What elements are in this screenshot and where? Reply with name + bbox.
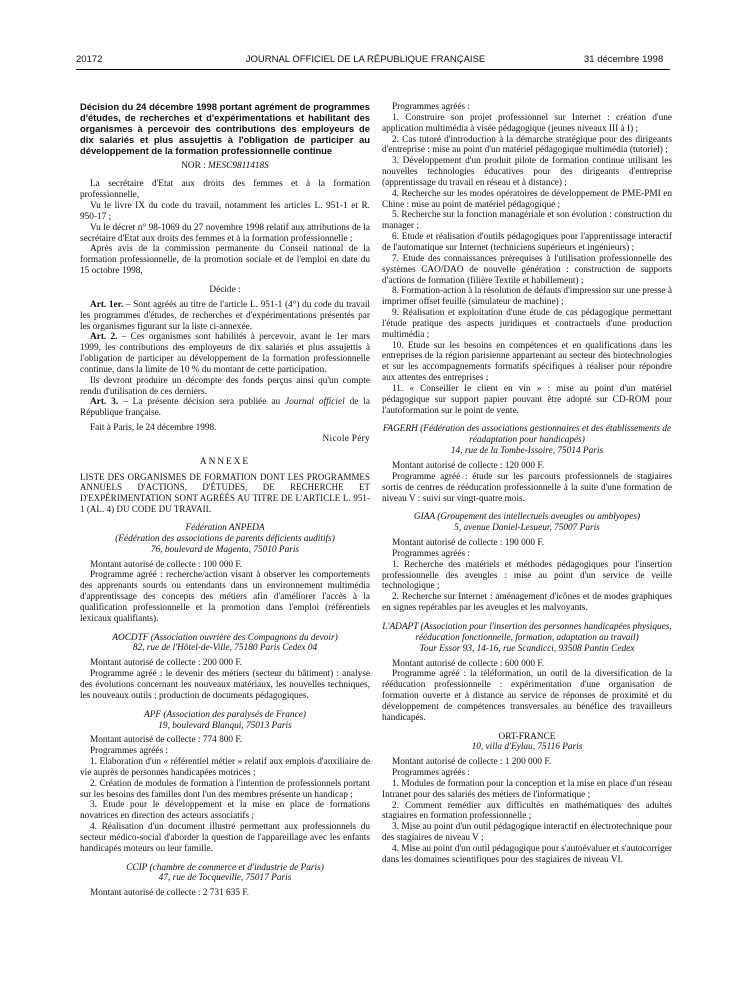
right-column	[382, 102, 672, 866]
programme-item: 1. Modules de formation pour la conception et la mise en place d'un réseau Intranet pour des salariés des métiers de l'informatique ;	[382, 778, 672, 800]
article-2-extra: Ils devront produire un décompte des fonds perçus ainsi qu'un compte rendu d'utilisation de ces derniers.	[80, 375, 370, 397]
article-3-text: – La présente décision sera publiée au	[118, 397, 286, 408]
programme-item: 3. Mise au point d'un outil pédagogique interactif en électrotechnique pour des stagiaires de niveau V ;	[382, 822, 672, 844]
org-address: 19, boulevard Blanqui, 75013 Paris	[158, 720, 292, 731]
org-address: 10, villa d'Eylau, 75116 Paris	[471, 742, 583, 753]
programme-item: 7. Etude des connaissances prérequises à l'utilisation professionnelle des systèmes CAO/DAO de nouvelle génération : construction de supports d'actions de formation (filière Textile et habillement) ;	[382, 253, 672, 286]
programme-item: 10. Etude sur les besoins en compétences et en qualifications dans les entreprises de la région parisienne appartenant au secteur des biotechnologies et sur les accompagnements formatifs spécifiques à réaliser pour répondre aux attentes des entreprises ;	[382, 340, 672, 384]
programme-item: 1. Recherche des matériels et méthodes pédagogiques pour l'insertion professionnelle des aveugles : mise au point d'un service de veille technologique ;	[382, 559, 672, 592]
programme-item: 4. Mise au point d'un outil pédagogique pour s'autoévaluer et s'autocorriger dans les domaines scientifiques pour des stagiaires de niveau VI.	[382, 844, 672, 865]
left-column	[80, 102, 370, 899]
org-montant: Montant autorisé de collecte : 600 000 F.	[392, 658, 545, 669]
intro-paragraph: Vu le livre IX du code du travail, notamment les articles L. 951-1 et R. 950-17 ;	[80, 201, 370, 222]
org-name: Fédération ANPEDA	[185, 523, 265, 533]
org-address: Tour Essor 93, 14-16, rue Scandicci, 93508 Pantin Cedex	[419, 643, 635, 654]
decide-heading: Décide :	[209, 284, 241, 295]
intro-paragraph: Vu le décret n° 98-1069 du 27 novembre 1998 relatif aux attributions de la secrétaire d'Etat aux droits des femmes et à la formation professionnelle ;	[80, 222, 370, 244]
org-montant: Montant autorisé de collecte : 2 731 635 F.	[90, 888, 250, 899]
programmes-label: Programmes agréés :	[392, 548, 470, 559]
org-fullname: (Fédération des associations de parents déficients auditifs)	[115, 533, 335, 544]
nor-label: NOR :	[181, 160, 206, 171]
programme-item: 2. Comment remédier aux difficultés en mathématiques des adultes stagiaires en formation professionnelle ;	[382, 800, 672, 822]
org-name: AOCDTF (Association ouvrière des Compagnons du devoir)	[112, 632, 338, 643]
programmes-label: Programmes agréés :	[392, 768, 470, 779]
decision-title: Décision du 24 décembre 1998 portant agrément de programmes d'études, de recherches et d'expérimentations et habilitant des organismes à percevoir des contributions des employeurs de dix salariés et plus assujettis à l'obligation de participer au développement de la formation professionnelle continue	[80, 101, 370, 156]
article-2-text: – Ces organismes sont habilités à percevoir, avant le 1er mars 1999, les contributions des employeurs de dix salariés et plus assujettis à l'obligation de participer au développement de la formation professionnelle continue, dans la limite de 10 % du montant de cette participation.	[80, 332, 371, 375]
journal-title: JOURNAL OFFICIEL DE LA RÉPUBLIQUE FRANÇAISE	[245, 54, 486, 65]
programme-item: 8. Formation-action à la résolution de défauts d'impression sur une presse à imprimer offset feuille (simulateur de machine) ;	[382, 286, 672, 308]
org-montant: Montant autorisé de collecte : 774 800 F.	[90, 735, 243, 746]
org-montant: Montant autorisé de collecte : 200 000 F.	[90, 658, 243, 669]
journal-officiel-ref: Journal officiel	[285, 397, 345, 408]
org-address: 47, rue de Tocqueville, 75017 Paris	[158, 873, 292, 884]
programme-item: 9. Réalisation et exploitation d'une étude de cas pédagogique permettant l'étude pratique des aspects juridiques et contractuels d'une production multimédia ;	[382, 308, 672, 340]
org-montant: Montant autorisé de collecte : 120 000 F.	[392, 461, 545, 471]
programme-item: 3. Etude pour le développement et la mise en place de formations novatrices en direction des acteurs associatifs ;	[80, 800, 370, 822]
programme-item: 2. Cas tutoré d'introduction à la démarche stratégique pour des dirigeants d'entreprise : mise au point d'un matériel pédagogique multimédia (tutoriel) ;	[382, 134, 672, 156]
programmes-label: Programmes agréés :	[90, 746, 168, 757]
programme-item: 6. Etude et réalisation d'outils pédagogiques pour l'apprentissage interactif de l'automatique sur Internet (techniciens supérieurs et ingénieurs) ;	[382, 232, 672, 253]
org-montant: Montant autorisé de collecte : 1 200 000 F.	[392, 757, 552, 768]
org-programme: Programme agréé : le devenir des métiers (secteur du bâtiment) : analyse des évolutions concernant les nouveaux matériaux, les nouvelles techniques, les nouveaux outils ; production de documents pédagogiques.	[80, 669, 370, 701]
header-rule	[76, 69, 670, 70]
org-address: 14, rue de la Tombe-Issoire, 75014 Paris	[450, 446, 604, 457]
article-3	[80, 397, 370, 419]
programme-item: 2. Recherche sur Internet : aménagement d'icônes et de modes graphiques en signes repérables par les aveugles et les malvoyants.	[382, 592, 672, 614]
programme-item: 11. « Conseiller le client en vin » : mise au point d'un matériel pédagogique sur support papier pouvant être adopté sur CD-ROM pour l'autoformation sur le point de vente.	[382, 383, 672, 416]
org-name: L'ADAPT (Association pour l'insertion des personnes handicapées physiques, rééducation fonctionnelle, formation, adaptation au travail)	[382, 621, 672, 643]
org-programme: Programme agréé : la téléformation, un outil de la diversification de la rééducation professionnelle : expérimentation d'une organisation de formation ouverte et à distance au service de réponses de proximité et du développement de compétences transversales au bénéfice des travailleurs handicapés.	[382, 669, 672, 723]
article-3-label: Art. 3.	[90, 397, 119, 408]
programme-item: 4. Réalisation d'un document illustré permettant aux professionnels du secteur médico-social d'aborder la question de l'appareillage avec les enfants handicapés moteurs ou leur famille.	[80, 822, 370, 854]
programme-item: 5. Recherche sur la fonction managériale et son évolution : construction du manager ;	[382, 210, 672, 232]
programme-item: 2. Création de modules de formation à l'intention de professionnels portant sur les besoins des familles dont l'un des membres présente un handicap ;	[80, 778, 370, 800]
org-montant: Montant autorisé de collecte : 190 000 F.	[392, 538, 545, 549]
org-address: 5, avenue Daniel-Lesueur, 75007 Paris	[454, 523, 600, 534]
nor-code: MESC9811418S	[208, 160, 269, 171]
list-title: LISTE DES ORGANISMES DE FORMATION DONT LES PROGRAMMES ANNUELS D'ACTIONS, D'ÉTUDES, DE RECHERCHE ET D'EXPÉRIMENTATION SONT AGRÉÉS AU TITRE DE L'ARTICLE L. 951-1 (AL. 4) DU CODE DU TRAVAIL	[80, 471, 370, 515]
programme-item: 3. Développement d'un produit pilote de formation continue utilisant les nouvelles technologies éducatives pour des dirigeants d'entreprise (apprentissage du travail en réseau et à distance) ;	[382, 156, 672, 188]
article-1-label: Art. 1er.	[90, 299, 124, 310]
org-programme: Programme agréé : recherche/action visant à observer les comportements des apprenants sourds ou entendants dans un environnement multimédia d'apprentissage des concepts des métiers afin d'améliorer l'accès à la qualification professionnelle et la promotion dans l'emploi (référentiels lexicaux qualifiants).	[80, 570, 370, 624]
programme-item: 1. Construire son projet professionnel sur Internet : création d'une application multimédia à visée pédagogique (jeunes niveaux III à I) ;	[382, 112, 672, 134]
org-address: 76, boulevard de Magenta, 75010 Paris	[150, 544, 300, 555]
org-name: CCIP (chambre de commerce et d'industrie de Paris)	[126, 862, 324, 873]
org-address: 82, rue de l'Hôtel-de-Ville, 75180 Paris Cedex 04	[132, 643, 318, 654]
article-1-text: – Sont agréés au titre de l'article L. 951-1 (4°) du code du travail les programmes d'études, de recherches et d'expérimentations présentés par les organismes figurant sur la liste ci-annexée.	[80, 299, 370, 332]
intro-paragraph: Après avis de la commission permanente du Conseil national de la formation professionnelle, de la promotion sociale et de l'emploi en date du 15 octobre 1998,	[80, 244, 370, 277]
article-3-text-end: de la République française.	[80, 397, 370, 419]
org-programme: Programme agréé : étude sur les parcours professionnels de stagiaires sortis de centres de rééducation professionnelle à la suite d'une formation de niveau V : suivi sur vingt-quatre mois.	[382, 471, 672, 504]
done-at: Fait à Paris, le 24 décembre 1998.	[90, 423, 217, 434]
issue-date: 31 décembre 1998	[584, 54, 664, 65]
org-montant: Montant autorisé de collecte : 100 000 F.	[90, 559, 243, 570]
programmes-label: Programmes agréés :	[392, 102, 470, 112]
page-number: 20172	[76, 54, 103, 65]
nor-reference	[80, 161, 370, 172]
org-name: ORT-FRANCE	[498, 731, 556, 742]
article-2	[80, 332, 370, 375]
article-2-label: Art. 2.	[90, 332, 118, 343]
org-name: GIAA (Groupement des intellectuels aveugles ou amblyopes)	[413, 512, 641, 523]
intro-paragraph: La secrétaire d'Etat aux droits des femmes et à la formation professionnelle,	[80, 179, 370, 201]
programme-item: 1. Elaboration d'un « référentiel métier » relatif aux emplois d'auxiliaire de vie auprès de personnes handicapées motrices ;	[80, 757, 370, 778]
signature: Nicole Péry	[322, 433, 370, 444]
org-name: APF (Association des paralysés de France)	[144, 709, 306, 720]
article-1	[80, 300, 370, 333]
org-name: FAGERH (Fédération des associations gestionnaires et des établissements de réadaptation pour handicapés)	[382, 424, 672, 446]
annexe-heading: ANNEXE	[199, 456, 251, 467]
programme-item: 4. Recherche sur les modes opératoires de développement de PME-PMI en Chine : mise au point de matériel pédagogique ;	[382, 188, 672, 210]
